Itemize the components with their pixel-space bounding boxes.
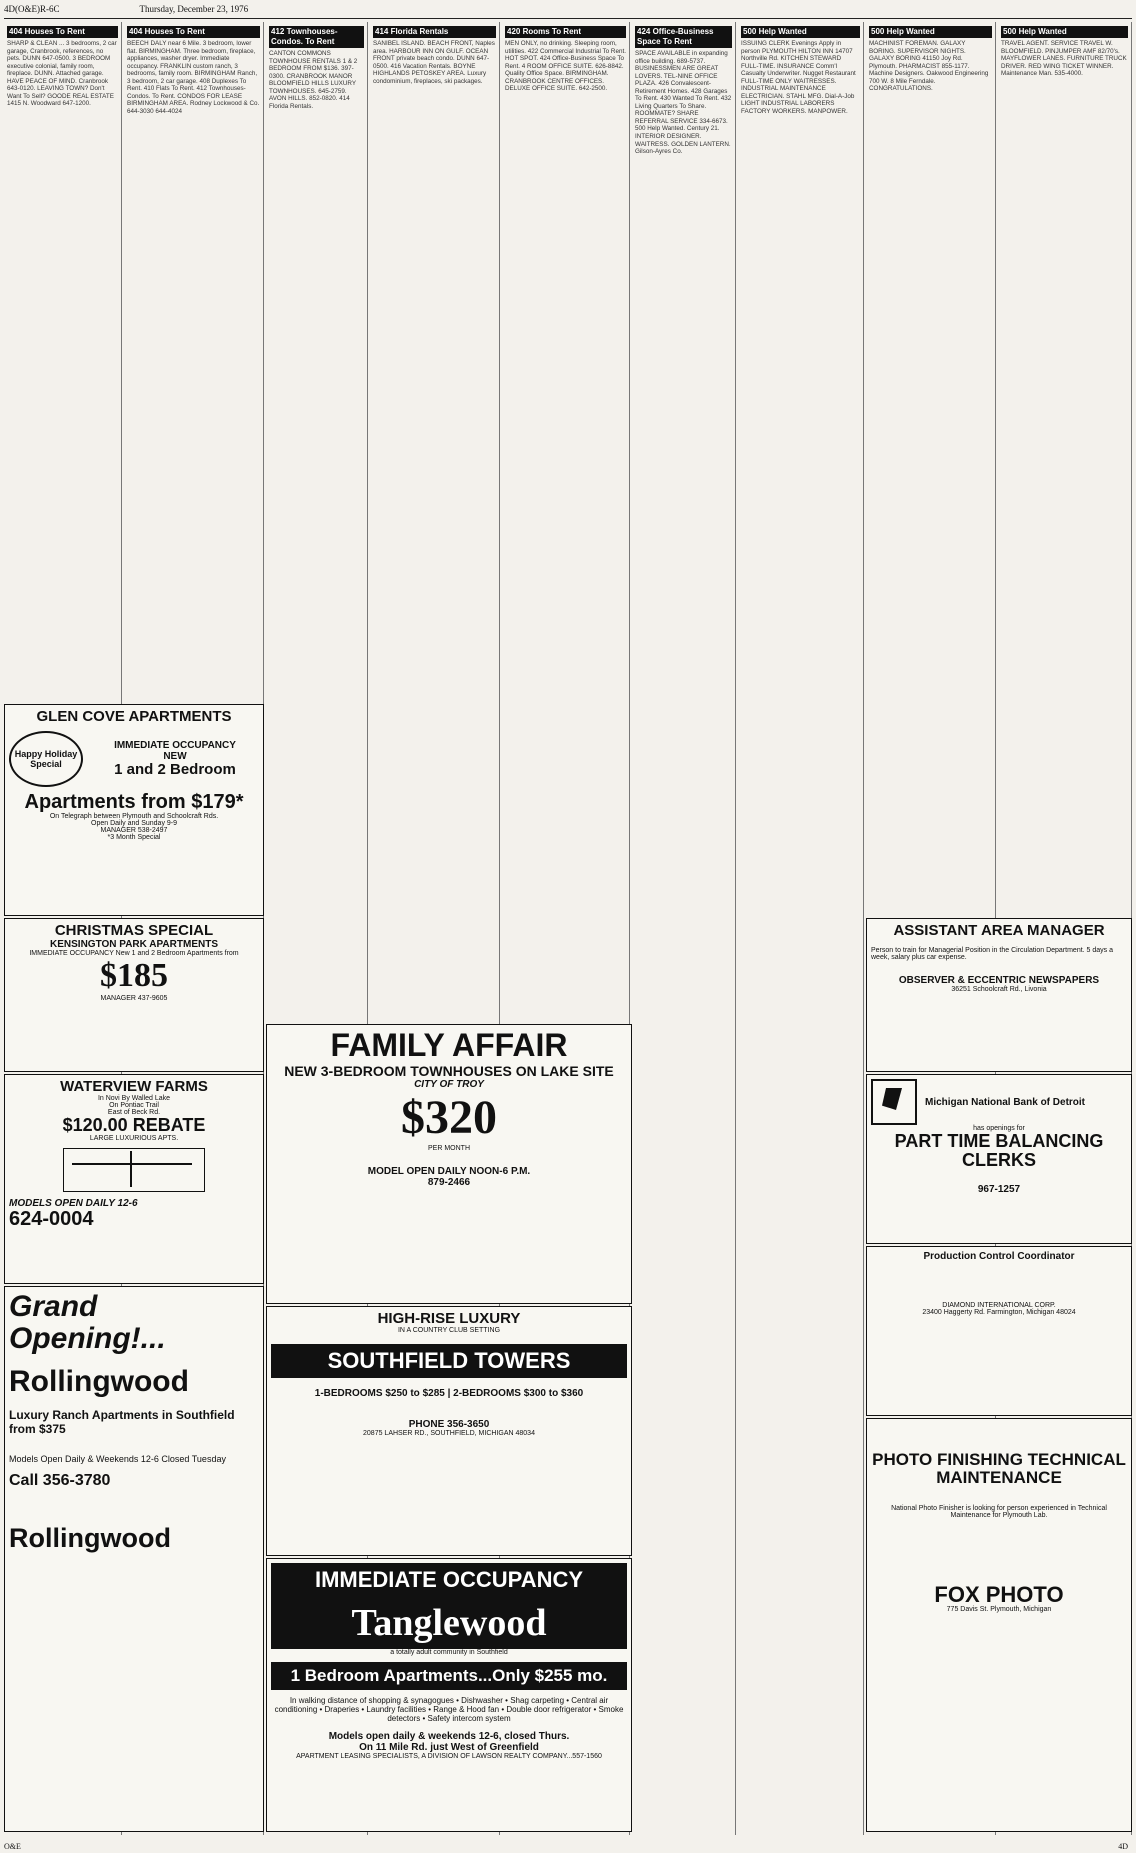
ad-brand: Tanglewood xyxy=(271,1597,627,1649)
column-text: ISSUING CLERK Evenings Apply in person PLYMOUTH HILTON INN 14707 Northville Rd. KITCHEN STEWARD FULL-TIME. INSURANCE Comm'l Casualty Underwriter. Nugget Restaurant FULL-TIME ONLY WAITRESSES. INDUSTRIAL MAINTENANCE ELECTRICIAN. STAHL MFG. Dial-A-Job LIGHT INDUSTRIAL LABORERS FACTORY WORKERS. MANPOWER. xyxy=(741,40,856,115)
column-text: TRAVEL AGENT. SERVICE TRAVEL W. BLOOMFIELD. PINJUMPER AMF 82/70's. MAYFLOWER LANES. FURNITURE TRUCK DRIVER. RED WING TICKET WINNER. Maintenance Man. 535-4000. xyxy=(1001,40,1127,78)
ad-title: WATERVIEW FARMS xyxy=(60,1078,208,1095)
ad-title: HIGH-RISE LUXURY xyxy=(377,1310,521,1327)
ad-phone: MANAGER 437-9605 xyxy=(100,994,168,1002)
michigan-national-bank-ad xyxy=(866,1074,1132,1244)
ad-brand: Rollingwood xyxy=(9,1365,189,1398)
ad-top: IMMEDIATE OCCUPANCY xyxy=(271,1563,627,1597)
ad-brand-bottom: Rollingwood xyxy=(9,1522,171,1553)
page-number: 4D xyxy=(1118,1842,1128,1851)
ad-line: 1 and 2 Bedroom xyxy=(114,760,236,778)
bank-name: Michigan National Bank of Detroit xyxy=(925,1096,1086,1108)
ad-new: NEW xyxy=(163,750,187,762)
ad-hours: MODELS OPEN DAILY 12-6 xyxy=(9,1197,138,1209)
ad-subtitle-2: LARGE LUXURIOUS APTS. xyxy=(89,1134,179,1142)
ad-title: PART TIME BALANCING CLERKS xyxy=(894,1131,1104,1170)
column-heading: 420 Rooms To Rent xyxy=(505,26,626,38)
ad-location: On Telegraph between Plymouth and Schoolcraft Rds. xyxy=(49,812,219,820)
column-text: MACHINIST FOREMAN. GALAXY BORING. SUPERVISOR NIGHTS. GALAXY BORING 41150 Joy Rd. Plymouth. PHARMACIST 855-1177. Machine Designers. Oakwood Engineering 700 W. 8 Mile Ferndale. CONGRATULATIONS. xyxy=(869,40,989,93)
ad-phone: Call 356-3780 xyxy=(9,1471,111,1489)
column-heading: 500 Help Wanted xyxy=(741,26,860,38)
issue-date: Thursday, December 23, 1976 xyxy=(139,4,249,14)
page-footer: O&E xyxy=(4,1842,21,1851)
ad-line-2: East of Beck Rd. xyxy=(107,1108,161,1116)
ad-location: On 11 Mile Rd. just West of Greenfield xyxy=(359,1742,539,1753)
ad-model: MODEL OPEN DAILY NOON-6 P.M. xyxy=(367,1165,531,1177)
waterview-farms-ad xyxy=(4,1074,264,1284)
ad-features: In walking distance of shopping & synagogues • Dishwasher • Shag carpeting • Central air conditioning • Draperies • Laundry facilities • Range & Hood fan • Double door refrigerator • Smoke detectors • Safety intercom system xyxy=(274,1696,624,1723)
column-heading: 412 Townhouses-Condos. To Rent xyxy=(269,26,364,48)
ad-line-1: On Pontiac Trail xyxy=(109,1101,159,1109)
ad-company: APARTMENT LEASING SPECIALISTS, A DIVISION OF LAWSON REALTY COMPANY...557-1560 xyxy=(296,1753,602,1760)
assistant-area-manager-ad xyxy=(866,918,1132,1072)
ad-company: DIAMOND INTERNATIONAL CORP. xyxy=(942,1302,1056,1309)
column-heading: 404 Houses To Rent xyxy=(127,26,260,38)
ad-line: Person to train for Managerial Position in the Circulation Department. 5 days a week, salary plus car expense. xyxy=(871,946,1114,961)
ad-subtitle: IN A COUNTRY CLUB SETTING xyxy=(397,1326,501,1334)
location-map-icon xyxy=(63,1148,205,1192)
column-text: SHARP & CLEAN ... 3 bedrooms, 2 car garage, Cranbrook, references, no pets. DUNN 647-0500. 3 BEDROOM executive colonial, family room, fireplace. DUNN. Attached garage. HAVE PEACE OF MIND. Cranbrook 643-0120. LEAVING TOWN? Don't Want To Sell? GOODE REAL ESTATE 1415 N. Woodward 647-1200. xyxy=(7,40,117,108)
ad-title: FAMILY AFFAIR xyxy=(330,1027,568,1063)
ad-address: 36251 Schoolcraft Rd., Livonia xyxy=(951,985,1047,993)
ad-title: GLEN COVE APARTMENTS xyxy=(36,708,232,725)
ad-price: Apartments from $179* xyxy=(24,790,244,813)
ad-line: has openings for xyxy=(973,1125,1025,1132)
ad-subtitle: a totally adult community in Southfield xyxy=(390,1649,508,1656)
ad-phone: 624-0004 xyxy=(9,1207,94,1230)
ad-phone: MANAGER 538-2497 xyxy=(100,826,168,834)
ad-subtitle: IMMEDIATE OCCUPANCY xyxy=(114,739,236,751)
ad-price: $320 xyxy=(401,1090,497,1144)
ad-title: Production Control Coordinator xyxy=(923,1251,1075,1262)
column-heading: 414 Florida Rentals xyxy=(373,26,496,38)
ad-hours: Models open daily & weekends 12-6, closed Thurs. xyxy=(328,1731,570,1742)
masthead xyxy=(4,4,1132,19)
ad-hours: Models Open Daily & Weekends 12-6 Closed Tuesday xyxy=(9,1453,226,1464)
ad-title: ASSISTANT AREA MANAGER xyxy=(893,922,1105,939)
christmas-special-ad xyxy=(4,918,264,1072)
holiday-special-badge: Happy Holiday Special xyxy=(9,731,83,787)
ad-brand: SOUTHFIELD TOWERS xyxy=(271,1344,627,1378)
ad-line: National Photo Finisher is looking for person experienced in Technical Maintenance for Plymouth Lab. xyxy=(891,1504,1107,1519)
ad-title: PHOTO FINISHING TECHNICAL MAINTENANCE xyxy=(872,1450,1126,1487)
section-code: 4D(O&E)R-6C xyxy=(4,4,60,14)
production-control-ad xyxy=(866,1246,1132,1416)
ad-subtitle: In Novi By Walled Lake xyxy=(97,1094,171,1102)
ad-subtitle: NEW 3-BEDROOM TOWNHOUSES ON LAKE SITE xyxy=(284,1062,614,1079)
ad-address: 23400 Haggerty Rd. Farmington, Michigan 48024 xyxy=(922,1309,1076,1316)
column-text: CANTON COMMONS TOWNHOUSE RENTALS 1 & 2 BEDROOM FROM $136. 397-0300. CRANBROOK MANOR BLOOMFIELD HILLS LUXURY TOWNHOUSES. 645-2759. AVON HILLS. 852-0820. 414 Florida Rentals. xyxy=(269,50,358,110)
ad-note: *3 Month Special xyxy=(107,833,161,841)
column-text: BEECH DALY near 6 Mile. 3 bedroom, lower flat. BIRMINGHAM. Three bedroom, fireplace, appliances, washer dryer. Immediate occupancy. FRANKLIN custom ranch, 3 bedrooms, family room. BIRMINGHAM Ranch, 3 bedroom, 2 car garage. 408 Duplexes To Rent. 410 Flats To Rent. 412 Townhouses-Condos. To Rent. CONDOS FOR LEASE BIRMINGHAM AREA. Rodney Lockwood & Co. 644-3030 644-4024 xyxy=(127,40,260,115)
ad-title: Grand Opening!... xyxy=(9,1290,166,1355)
ad-company: FOX PHOTO xyxy=(934,1581,1064,1607)
column-7 xyxy=(738,22,864,1835)
ad-hours: Open Daily and Sunday 9-9 xyxy=(91,819,177,827)
ad-phone: PHONE 356-3650 xyxy=(408,1418,490,1430)
photo-finishing-ad xyxy=(866,1418,1132,1832)
ad-bedrooms: 1-BEDROOMS $250 to $285 | 2-BEDROOMS $300 to $360 xyxy=(314,1387,584,1399)
ad-price: $185 xyxy=(100,956,168,994)
column-text: SANIBEL ISLAND. BEACH FRONT, Naples area. HARBOUR INN ON GULF. OCEAN FRONT private beach condo. DUNN 647-0500. 416 Vacation Rentals. BOYNE HIGHLANDS PETOSKEY AREA. Luxury condominium, fireplaces, ski packages. xyxy=(373,40,495,85)
column-heading: 404 Houses To Rent xyxy=(7,26,118,38)
column-heading: 424 Office-Business Space To Rent xyxy=(635,26,732,48)
ad-city: CITY OF TROY xyxy=(414,1078,484,1090)
ad-title: CHRISTMAS SPECIAL xyxy=(54,922,214,939)
ad-rebate: $120.00 REBATE xyxy=(62,1114,206,1135)
ad-company: OBSERVER & ECCENTRIC NEWSPAPERS xyxy=(898,974,1100,986)
ad-address: 775 Davis St. Plymouth, Michigan xyxy=(946,1605,1052,1613)
southfield-towers-ad xyxy=(266,1306,632,1556)
ad-address: 20875 LAHSER RD., SOUTHFIELD, MICHIGAN 48034 xyxy=(363,1429,535,1437)
bank-logo-icon xyxy=(871,1079,917,1125)
column-text: SPACE AVAILABLE in expanding office building. 689-5737. BUSINESSMEN ARE GREAT LOVERS. TEL-NINE OFFICE PLAZA. 426 Convalescent-Retirement Homes. 428 Garages To Rent. 430 Wanted To Rent. 432 Living Quarters To Share. ROOMMATE? SHARE REFERRAL SERVICE 334-6673. 500 Help Wanted. Century 21. INTERIOR DESIGNER. WAITRESS. GOLDEN LANTERN. Gilson-Ayres Co. xyxy=(635,50,732,156)
ad-subtitle: Luxury Ranch Apartments in Southfield from $375 xyxy=(9,1407,235,1436)
column-text: MEN ONLY, no drinking. Sleeping room, utilities. 422 Commercial Industrial To Rent. HOT SPOT. 424 Office-Business Space To Rent. 4 ROOM OFFICE SUITE. 626-8842. Quality Office Space. BIRMINGHAM. CRANBROOK CENTRE OFFICES. DELUXE OFFICE SUITE. 642-2500. xyxy=(505,40,626,93)
ad-price-per: PER MONTH xyxy=(428,1144,470,1152)
ad-phone: 879-2466 xyxy=(427,1176,471,1188)
ad-line: IMMEDIATE OCCUPANCY New 1 and 2 Bedroom Apartments from xyxy=(29,949,239,957)
ad-offer: 1 Bedroom Apartments...Only $255 mo. xyxy=(271,1662,627,1690)
tanglewood-ad xyxy=(266,1558,632,1832)
rollingwood-ad xyxy=(4,1286,264,1832)
ad-subtitle: KENSINGTON PARK APARTMENTS xyxy=(50,938,218,950)
column-6 xyxy=(632,22,736,1835)
glen-cove-ad xyxy=(4,704,264,916)
ad-phone: 967-1257 xyxy=(977,1183,1021,1195)
column-heading: 500 Help Wanted xyxy=(869,26,992,38)
family-affair-ad xyxy=(266,1024,632,1304)
column-heading: 500 Help Wanted xyxy=(1001,26,1128,38)
